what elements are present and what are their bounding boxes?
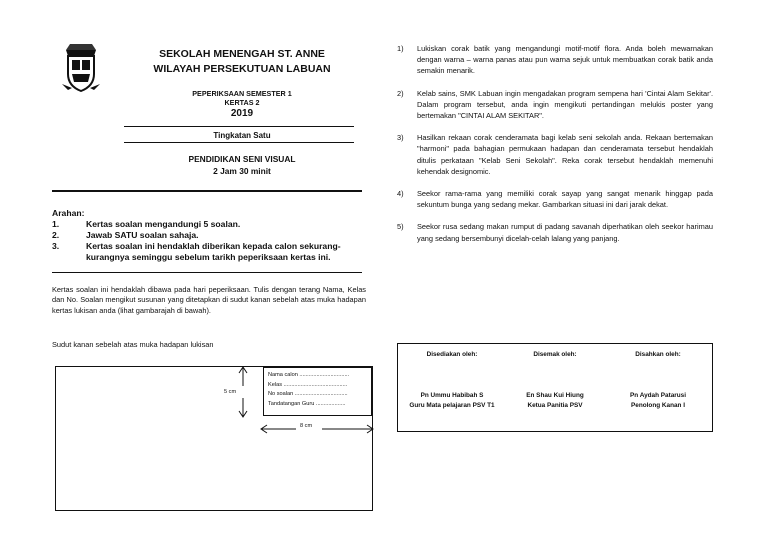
signature-title: Penolong Kanan I xyxy=(631,402,685,409)
name-label-box xyxy=(263,367,372,416)
question-number: 4) xyxy=(397,189,404,199)
question-number: 2) xyxy=(397,88,404,98)
question-text: Lukiskan corak batik yang mengandungi motif-motif flora. Anda boleh mewarnakan dengan warna – warna panas atau pun warna sejuk untuk membuatkan corak batik anda semakin menarik. xyxy=(417,44,713,76)
form-level: Tingkatan Satu xyxy=(213,131,271,140)
signature-title: Guru Mata pelajaran PSV T1 xyxy=(409,402,495,409)
diagram-caption: Sudut kanan sebelah atas muka hadapan lukisan xyxy=(52,340,214,349)
question-item xyxy=(397,221,713,243)
field-tandatangan: Tandatangan Guru ................... xyxy=(268,400,346,407)
school-crest-logo xyxy=(62,44,100,92)
divider xyxy=(124,142,354,143)
signature-title: Ketua Panitia PSV xyxy=(527,402,583,409)
question-item xyxy=(397,188,713,210)
question-text: Seekor rama-rama yang memiliki corak sayap yang sangat menarik hinggap pada sekuntum bunga yang sedang mekar. Gambarkan situasi ini dari jarak dekat. xyxy=(417,189,713,210)
question-number: 1) xyxy=(397,44,404,53)
paper-number: KERTAS 2 xyxy=(224,98,260,107)
exam-duration: 2 Jam 30 minit xyxy=(213,166,271,176)
instruction-item xyxy=(52,230,372,241)
question-text: Hasilkan rekaan corak cenderamata bagi kelab seni sekolah anda. Rekaan bertemakan "harmoni" pada bahagian permukaan hadapan dan cenderamata tersebut hendaklah ditulis perkataan "Kelab Seni Sekolah". Reka corak tersebut hendaklah memenuhi kehendak designomic. xyxy=(417,133,713,176)
instruction-paragraph: Kertas soalan ini hendaklah dibawa pada hari peperiksaan. Tulis dengan terang Nama, Kelas dan No. Soalan mengikut susunan yang ditetapkan di sudut kanan sebelah atas muka hadapan kertas lukisan anda (lihat gambarajah di bawah). xyxy=(52,285,366,315)
instruction-number: 3. xyxy=(52,241,60,251)
instruction-item xyxy=(52,241,372,263)
exam-year: 2019 xyxy=(230,108,254,119)
signature-name: Pn Ummu Habibah S xyxy=(420,392,484,399)
exam-name: PEPERIKSAAN SEMESTER 1 xyxy=(192,89,292,98)
question-number: 5) xyxy=(397,222,404,232)
signature-name: En Shau Kui Hiung xyxy=(526,392,584,399)
question-list xyxy=(397,43,713,255)
subject-title: PENDIDIKAN SENI VISUAL xyxy=(188,154,296,164)
signature-checked xyxy=(505,350,605,411)
question-item xyxy=(397,43,713,77)
field-no-soalan: No soalan .................................. xyxy=(268,391,348,397)
exam-info xyxy=(118,89,366,107)
signature-role: Disahkan oleh: xyxy=(635,351,681,358)
instruction-item xyxy=(52,219,372,230)
signature-prepared xyxy=(402,350,502,411)
width-label: 8 cm xyxy=(300,423,313,429)
question-text: Kelab sains, SMK Labuan ingin mengadakan program sempena hari 'Cintai Alam Sekitar'. Dalam program tersebut, anda ingin mengikuti pertandingan melukis poster yang bertemakan "CINTAI ALAM SEKITAR". xyxy=(417,88,713,121)
signature-approved xyxy=(608,350,708,411)
field-nama: Nama calon ................................ xyxy=(268,372,350,378)
signature-box xyxy=(397,343,713,432)
divider xyxy=(124,126,354,127)
divider xyxy=(52,272,362,273)
signature-name: Pn Aydah Patarusi xyxy=(630,392,686,399)
instruction-text: Kertas soalan mengandungi 5 soalan. xyxy=(86,219,241,229)
instruction-text: Jawab SATU soalan sahaja. xyxy=(86,230,199,240)
question-text: Seekor rusa sedang makan rumput di padang savanah diperhatikan oleh seekor harimau yang sedang bersembunyi dicelah-celah lalang yang panjang. xyxy=(417,222,713,243)
question-number: 3) xyxy=(397,133,404,143)
question-item xyxy=(397,88,713,122)
instruction-text: Kertas soalan ini hendaklah diberikan kepada calon sekurang-kurangnya seminggu sebelum tarikh peperiksaan kertas ini. xyxy=(86,241,341,262)
instructions-heading: Arahan: xyxy=(52,208,85,218)
school-name-line2: WILAYAH PERSEKUTUAN LABUAN xyxy=(153,63,331,75)
field-kelas: Kelas ......................................... xyxy=(268,381,348,388)
width-arrow-icon xyxy=(260,424,374,434)
school-name xyxy=(118,47,366,77)
instruction-number: 2. xyxy=(52,230,60,240)
height-arrow-icon xyxy=(236,366,250,418)
instructions xyxy=(52,208,372,263)
signature-role: Disemak oleh: xyxy=(533,351,577,358)
instruction-number: 1. xyxy=(52,219,60,229)
height-label: 5 cm xyxy=(224,389,237,395)
question-item xyxy=(397,132,713,177)
subject-block xyxy=(118,153,366,177)
school-name-line1: SEKOLAH MENENGAH ST. ANNE xyxy=(159,48,325,60)
divider xyxy=(52,190,362,192)
signature-role: Disediakan oleh: xyxy=(426,351,478,358)
